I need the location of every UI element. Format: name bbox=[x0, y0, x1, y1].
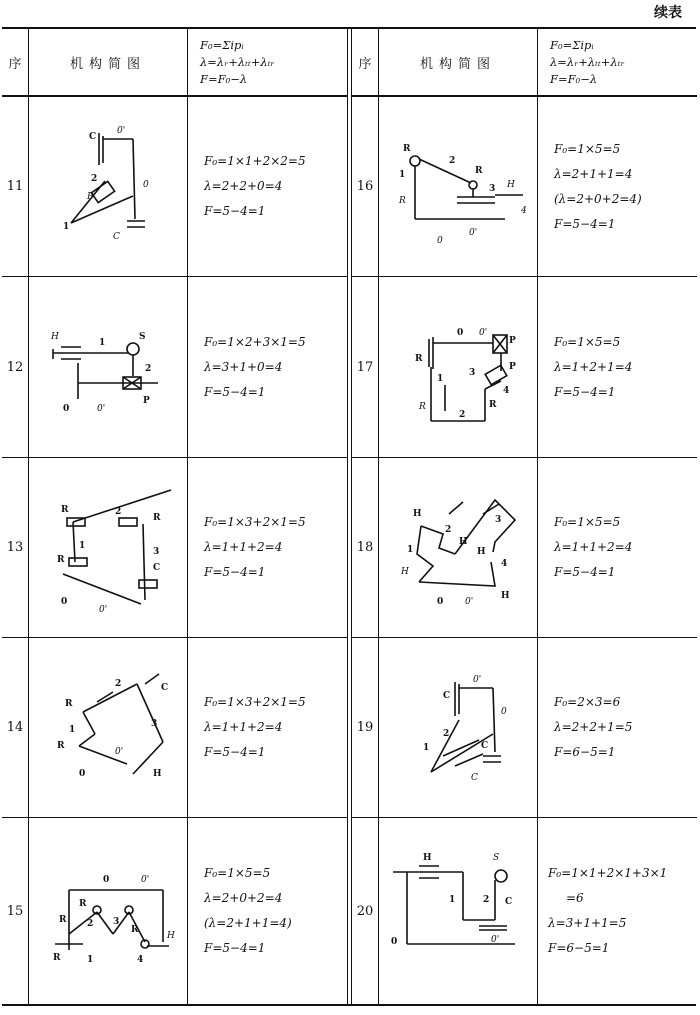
figure-label: P bbox=[143, 396, 150, 406]
formula-line: F=5−4=1 bbox=[554, 565, 616, 579]
figure-label: H bbox=[51, 332, 59, 342]
formula-line: F₀=1×3+2×1=5 bbox=[204, 695, 306, 709]
figure-label: S bbox=[139, 332, 146, 342]
table-row bbox=[352, 458, 697, 638]
mechanism-diagram bbox=[28, 638, 187, 817]
table-row bbox=[2, 97, 347, 277]
mechanism-diagram-13 bbox=[33, 462, 183, 632]
figure-label: C bbox=[471, 773, 478, 783]
figure-label: H bbox=[501, 591, 510, 601]
header-formula bbox=[537, 29, 697, 95]
mechanism-diagram bbox=[28, 458, 187, 637]
formula-line: λ=3+1+0=4 bbox=[204, 359, 283, 374]
figure-label: P bbox=[87, 192, 94, 202]
mechanism-diagram bbox=[378, 818, 537, 1004]
formula-line: F=5−4=1 bbox=[204, 384, 266, 399]
formula-line: F=6−5=1 bbox=[554, 745, 616, 759]
row-number: 15 bbox=[6, 903, 24, 919]
mechanism-diagram bbox=[378, 458, 537, 637]
row-number: 18 bbox=[356, 540, 374, 555]
figure-label: 1 bbox=[399, 170, 406, 180]
mechanism-diagram bbox=[378, 277, 537, 457]
table-left-half bbox=[2, 29, 347, 1004]
row-number: 12 bbox=[6, 359, 24, 375]
figure-label: 1 bbox=[99, 338, 106, 348]
row-number: 16 bbox=[356, 179, 374, 194]
formula-line: λ=1+1+2=4 bbox=[554, 540, 633, 554]
table-row bbox=[352, 638, 697, 818]
figure-label: R bbox=[59, 915, 67, 925]
figure-label: 0' bbox=[117, 126, 126, 136]
figure-label: R bbox=[475, 166, 483, 176]
figure-label: R bbox=[419, 402, 426, 412]
table-row bbox=[352, 818, 697, 1004]
figure-label: 0 bbox=[437, 236, 443, 246]
header-seq: 序 bbox=[358, 56, 372, 72]
figure-label: C bbox=[89, 132, 97, 142]
header-formula-line: λ=λᵣ+λₜₜ+λₜᵣ bbox=[200, 54, 275, 69]
header-formula-line: F₀=Σipᵢ bbox=[550, 37, 594, 52]
formula-line: λ=2+2+0=4 bbox=[204, 179, 283, 193]
formula-line: λ=1+1+2=4 bbox=[204, 540, 283, 554]
formula-cell bbox=[187, 277, 347, 457]
row-number: 13 bbox=[6, 540, 24, 555]
header-formula bbox=[187, 29, 347, 95]
figure-label: 0' bbox=[473, 675, 482, 685]
formula-cell bbox=[537, 638, 697, 817]
row-number: 19 bbox=[356, 720, 374, 735]
figure-label: 0 bbox=[103, 875, 110, 885]
figure-label: H bbox=[423, 853, 432, 863]
figure-label: R bbox=[57, 555, 65, 565]
figure-label: R bbox=[61, 505, 69, 515]
table-row bbox=[2, 818, 347, 1004]
figure-label: 1 bbox=[407, 545, 414, 555]
figure-label: P bbox=[509, 336, 516, 346]
mechanism-diagram-20 bbox=[383, 822, 533, 992]
figure-label: 4 bbox=[503, 386, 510, 396]
figure-label: H bbox=[413, 509, 422, 519]
mechanism-diagram-15 bbox=[33, 822, 183, 992]
table-row bbox=[352, 277, 697, 458]
figure-label: 2 bbox=[87, 919, 94, 929]
formula-line: F₀=1×2+3×1=5 bbox=[204, 334, 306, 349]
figure-label: R bbox=[79, 899, 87, 909]
figure-label: 3 bbox=[153, 547, 160, 557]
formula-line: λ=3+1+1=5 bbox=[548, 916, 627, 930]
formula-cell bbox=[187, 458, 347, 637]
figure-label: 1 bbox=[79, 541, 86, 551]
figure-label: 0' bbox=[97, 404, 106, 414]
formula-cell bbox=[537, 818, 697, 1004]
figure-label: R bbox=[399, 196, 406, 206]
table-row bbox=[2, 277, 347, 458]
formula-line: F=5−4=1 bbox=[204, 565, 266, 579]
formula-line: F₀=1×5=5 bbox=[554, 141, 621, 156]
formula-line: F₀=2×3=6 bbox=[554, 695, 621, 709]
figure-label: 3 bbox=[489, 184, 496, 194]
figure-label: C bbox=[161, 683, 169, 693]
formula-line: F=5−4=1 bbox=[204, 941, 266, 955]
mechanism-diagram-18 bbox=[383, 462, 533, 632]
row-number: 14 bbox=[6, 720, 24, 735]
mechanism-diagram-19 bbox=[383, 642, 533, 812]
mechanism-diagram-16 bbox=[383, 101, 533, 271]
figure-label: 4 bbox=[521, 206, 527, 216]
mechanism-diagram-17 bbox=[383, 281, 533, 451]
figure-label: 0 bbox=[63, 404, 70, 414]
formula-line: F=5−4=1 bbox=[554, 384, 616, 399]
figure-label: 2 bbox=[445, 525, 452, 535]
figure-label: 0' bbox=[99, 605, 108, 615]
formula-line: F=5−4=1 bbox=[204, 745, 266, 759]
figure-label: H bbox=[477, 547, 486, 557]
figure-label: P bbox=[509, 362, 516, 372]
figure-label: 1 bbox=[63, 222, 70, 232]
figure-label: 3 bbox=[151, 719, 158, 729]
formula-line: =6 bbox=[566, 891, 584, 905]
figure-label: 1 bbox=[69, 725, 76, 735]
figure-label: R bbox=[153, 513, 161, 523]
continued-label: 续表 bbox=[654, 5, 682, 21]
figure-label: 1 bbox=[87, 955, 94, 965]
figure-label: 0 bbox=[501, 707, 507, 717]
mechanism-table bbox=[2, 27, 696, 1006]
figure-label: 1 bbox=[449, 895, 456, 905]
formula-cell bbox=[537, 458, 697, 637]
header-formula-line: F=F₀−λ bbox=[200, 71, 248, 86]
mechanism-diagram bbox=[28, 97, 187, 276]
figure-label: 0' bbox=[115, 747, 124, 757]
formula-cell bbox=[187, 97, 347, 276]
figure-label: 0 bbox=[391, 937, 398, 947]
figure-label: C bbox=[505, 897, 513, 907]
mechanism-diagram bbox=[378, 638, 537, 817]
figure-label: R bbox=[489, 400, 497, 410]
formula-line: λ=1+1+2=4 bbox=[204, 720, 283, 734]
figure-label: R bbox=[53, 953, 61, 963]
figure-label: 2 bbox=[115, 679, 122, 689]
figure-label: S bbox=[493, 853, 500, 863]
formula-cell bbox=[187, 818, 347, 1004]
header-seq: 序 bbox=[8, 56, 22, 72]
mechanism-diagram bbox=[28, 277, 187, 457]
figure-label: R bbox=[415, 354, 423, 364]
table-row bbox=[2, 638, 347, 818]
figure-label: H bbox=[507, 180, 515, 190]
figure-label: 0' bbox=[141, 875, 150, 885]
formula-cell bbox=[187, 638, 347, 817]
figure-label: 0' bbox=[479, 328, 488, 338]
formula-line: F₀=1×5=5 bbox=[554, 334, 621, 349]
table-row bbox=[2, 458, 347, 638]
figure-label: 0' bbox=[491, 935, 500, 945]
figure-label: R bbox=[57, 741, 65, 751]
figure-label: 2 bbox=[443, 729, 450, 739]
figure-label: H bbox=[459, 537, 468, 547]
figure-label: 3 bbox=[113, 917, 120, 927]
formula-cell bbox=[537, 97, 697, 276]
formula-line: F=6−5=1 bbox=[548, 941, 610, 955]
row-number: 20 bbox=[356, 903, 374, 919]
table-row bbox=[352, 97, 697, 277]
mechanism-diagram-11 bbox=[33, 101, 183, 271]
formula-line: λ=2+0+2=4 bbox=[204, 891, 283, 905]
table-right-half bbox=[351, 29, 697, 1004]
figure-label: 0 bbox=[143, 180, 149, 190]
header-diagram: 机构简图 bbox=[28, 29, 187, 95]
table-header-left bbox=[2, 29, 347, 97]
figure-label: H bbox=[153, 769, 162, 779]
figure-label: R bbox=[131, 925, 139, 935]
row-number: 11 bbox=[6, 179, 24, 194]
formula-line: F₀=1×1+2×2=5 bbox=[204, 154, 306, 168]
header-formula-line: F₀=Σipᵢ bbox=[200, 37, 244, 52]
mechanism-diagram-14 bbox=[33, 642, 183, 812]
figure-label: 1 bbox=[437, 374, 444, 384]
figure-label: 2 bbox=[145, 364, 152, 374]
formula-line: F₀=1×1+2×1+3×1 bbox=[548, 866, 668, 880]
formula-line: F₀=1×5=5 bbox=[204, 866, 271, 880]
figure-label: C bbox=[113, 232, 120, 242]
figure-label: H bbox=[167, 931, 175, 941]
formula-line: F₀=1×3+2×1=5 bbox=[204, 515, 306, 529]
figure-label: 3 bbox=[469, 368, 476, 378]
mechanism-diagram-12 bbox=[33, 281, 183, 451]
figure-label: 2 bbox=[459, 410, 466, 420]
header-diagram: 机构简图 bbox=[378, 29, 537, 95]
mechanism-diagram bbox=[378, 97, 537, 276]
figure-label: 2 bbox=[91, 174, 98, 184]
figure-label: 4 bbox=[501, 559, 508, 569]
formula-line: λ=1+2+1=4 bbox=[554, 359, 633, 374]
figure-label: C bbox=[153, 563, 161, 573]
header-formula-line: F=F₀−λ bbox=[550, 71, 598, 86]
formula-line: λ=2+1+1=4 bbox=[554, 166, 633, 181]
figure-label: 0' bbox=[465, 597, 474, 607]
figure-label: 0 bbox=[437, 597, 444, 607]
figure-label: H bbox=[401, 567, 409, 577]
header-formula-line: λ=λᵣ+λₜₜ+λₜᵣ bbox=[550, 54, 625, 69]
table-header-right bbox=[352, 29, 697, 97]
figure-label: 2 bbox=[115, 507, 122, 517]
figure-label: 2 bbox=[449, 156, 456, 166]
formula-line: (λ=2+1+1=4) bbox=[204, 916, 292, 930]
figure-label: 4 bbox=[137, 955, 144, 965]
figure-label: R bbox=[65, 699, 73, 709]
figure-label: 2 bbox=[483, 895, 490, 905]
figure-label: 0 bbox=[457, 328, 464, 338]
figure-label: 0 bbox=[61, 597, 68, 607]
figure-label: 0 bbox=[79, 769, 86, 779]
formula-line: (λ=2+0+2=4) bbox=[554, 191, 642, 206]
row-number: 17 bbox=[356, 359, 374, 375]
figure-label: C bbox=[443, 691, 451, 701]
figure-label: 0' bbox=[469, 228, 478, 238]
formula-line: F=5−4=1 bbox=[204, 204, 266, 218]
formula-line: F₀=1×5=5 bbox=[554, 515, 621, 529]
figure-label: 3 bbox=[495, 515, 502, 525]
formula-line: F=5−4=1 bbox=[554, 216, 616, 231]
figure-label: 1 bbox=[423, 743, 430, 753]
figure-label: C bbox=[481, 741, 489, 751]
figure-label: R bbox=[403, 144, 411, 154]
formula-line: λ=2+2+1=5 bbox=[554, 720, 633, 734]
mechanism-diagram bbox=[28, 818, 187, 1004]
formula-cell bbox=[537, 277, 697, 457]
